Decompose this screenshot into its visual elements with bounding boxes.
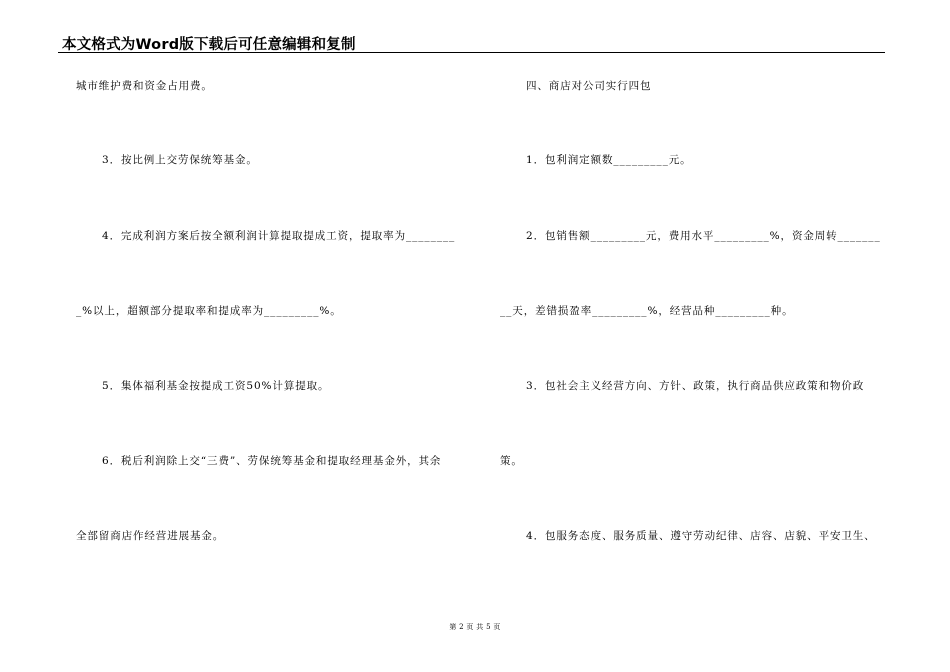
paragraph-line: 5．集体福利基金按提成工资50%计算提取。 (102, 380, 330, 392)
paragraph-line: __天，差错损盈率_________%，经营品种_________种。 (500, 305, 794, 317)
page-indicator: 第 2 页 共 5 页 (449, 623, 501, 631)
paragraph-line: 3．包社会主义经营方向、方针、政策，执行商品供应政策和物价政 (526, 380, 865, 392)
paragraph-line: 1．包利润定额数_________元。 (526, 154, 692, 166)
paragraph-line: 2．包销售额_________元，费用水平_________%，资金周转_______ (526, 230, 881, 242)
paragraph-line: 策。 (500, 455, 523, 467)
paragraph-line: _%以上，超额部分提取率和提成率为_________%。 (76, 305, 342, 317)
paragraph-line: 3．按比例上交劳保统筹基金。 (102, 154, 258, 166)
paragraph-line: 4．完成利润方案后按全额利润计算提取提成工资，提取率为________ (102, 230, 456, 242)
paragraph-line: 全部留商店作经营进展基金。 (76, 530, 225, 542)
paragraph-line: 4．包服务态度、服务质量、遵守劳动纪律、店容、店貌、平安卫生、 (526, 530, 876, 542)
document-header-title: 本文格式为Word版下载后可任意编辑和复制 (62, 37, 356, 53)
paragraph-line: 6．税后利润除上交“三费”、劳保统筹基金和提取经理基金外，其余 (102, 455, 442, 467)
header-divider (58, 52, 885, 53)
paragraph-line: 城市维护费和资金占用费。 (76, 80, 213, 92)
section-heading: 四、商店对公司实行四包 (526, 80, 652, 92)
